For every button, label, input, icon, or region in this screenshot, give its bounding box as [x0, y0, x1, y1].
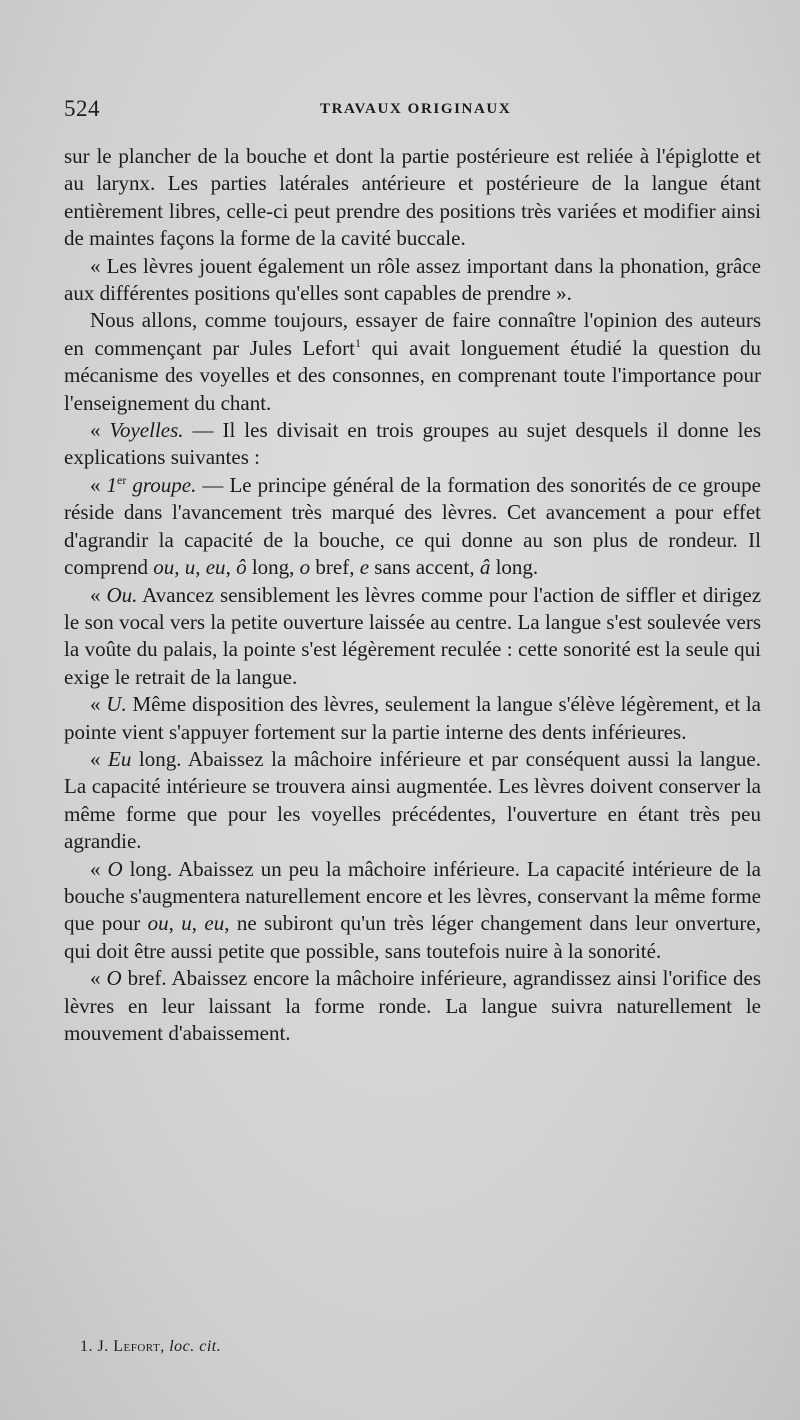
paragraph-text: — Le principe général de la formation des sonorités de ce groupe réside dans l'avancement très marqué des lèvres. Cet avancement a pour effet d'agrandir la capacité de la bouche, ce qui donne au son plus de rondeur. Il comprend — [64, 472, 761, 580]
vowel-term: ô — [236, 555, 247, 580]
vowel-term: u — [184, 555, 196, 580]
vowel-term: eu — [204, 911, 225, 936]
vowel-term: ou — [147, 911, 169, 936]
paragraph-text: « Les lèvres jouent également un rôle assez important dans la phonation, grâce aux différentes positions qu'elles sont capables de prendre ». — [64, 253, 761, 306]
paragraph-text: bref. Abaissez encore la mâchoire inférieure, agrandissez ainsi l'orifice des lèvres en leur laissant la forme ronde. La langue suivra naturellement le mouvement d'abaissement. — [64, 966, 762, 1045]
paragraph-lead: O — [106, 966, 122, 991]
paragraph-text: Avancez sensiblement les lèvres comme pour l'action de siffler et dirigez le son vocal vers la petite ouverture laissée au centre. La langue s'est soulevée vers la voûte du palais, la pointe s'est légèrement reculée : cette sonorité est la seule qui exige le retrait de la langue. — [64, 582, 762, 689]
footnote-initial: J. — [97, 1338, 109, 1355]
paragraph-ou — [64, 582, 761, 692]
separator: , — [225, 555, 237, 580]
vowel-term: â — [479, 555, 491, 580]
paragraph-continuation — [64, 143, 761, 253]
separator: , — [195, 555, 206, 580]
quote-mark: « — [90, 582, 107, 607]
paragraph-lead: Voyelles. — [109, 418, 184, 443]
quote-mark: « — [90, 856, 108, 881]
paragraph-text: Nous allons, comme toujours, essayer de faire connaître l'opinion des auteurs en commençant par Jules Lefort — [64, 308, 761, 360]
vowel-term: u — [181, 911, 192, 936]
separator: sans accent, — [369, 555, 480, 580]
separator: , — [168, 911, 182, 936]
paragraph-text: long. Abaissez la mâchoire inférieure et par conséquent aussi la langue. La capacité intérieure se trouvera ainsi augmentée. Les lèvres doivent conserver la même forme que pour les voyelles précédentes, l'ouverture en étant très peu agrandie. — [64, 746, 762, 854]
paragraph-text: sur le plancher de la bouche et dont la partie postérieure est reliée à l'épiglotte et au larynx. Les parties latérales antérieure et postérieure de la langue étant entièrement libres, celle-ci peut prendre des positions très variées et modifier ainsi de maintes façons la forme de la cavité buccale. — [64, 144, 761, 251]
footnote-ref: 1 — [355, 335, 362, 350]
paragraph-lead: Eu — [108, 746, 132, 771]
paragraph-voyelles — [64, 417, 761, 472]
footnote — [80, 1338, 221, 1356]
separator: , — [191, 911, 205, 936]
paragraph-text: long. Abaissez un peu la mâchoire inférieure. La capacité intérieure de la bouche s'augmentera naturellement encore et les lèvres, conservant la même forme que pour — [64, 856, 762, 936]
quote-mark: « — [90, 692, 107, 717]
running-head: TRAVAUX ORIGINAUX — [320, 101, 512, 117]
separator: , — [160, 1338, 170, 1355]
quote-mark: « — [90, 746, 109, 771]
paragraph-eu-long — [64, 746, 761, 856]
quote-mark: « — [90, 472, 107, 497]
footnote-number: 1. — [80, 1338, 93, 1355]
separator: bref, — [310, 555, 360, 580]
quote-mark: « — [90, 418, 110, 443]
paragraph-lead: groupe. — [126, 472, 197, 497]
paragraph-text: — Il les divisait en trois groupes au sujet desquels il donne les explications suivantes : — [64, 418, 762, 470]
paragraph-o-bref — [64, 965, 761, 1047]
body-text — [64, 143, 761, 1047]
paragraph-lead: Ou. — [106, 582, 138, 607]
separator: long, — [246, 555, 300, 580]
page-number: 524 — [64, 96, 100, 121]
vowel-term: e — [359, 555, 370, 580]
separator: long. — [490, 555, 539, 580]
vowel-term: ou — [153, 555, 175, 580]
vowel-term: o — [299, 555, 311, 580]
paragraph-premier-groupe — [64, 472, 761, 582]
paragraph-text: Même disposition des lèvres, seulement la langue s'élève légèrement, et la pointe vient s'appuyer fortement sur la partie interne des dents inférieures. — [64, 692, 761, 744]
paragraph-lead: 1 — [106, 472, 118, 497]
paragraph-lips-quote — [64, 253, 761, 308]
ordinal-suffix: er — [117, 472, 127, 487]
quote-mark: « — [90, 966, 107, 991]
vowel-term: eu — [205, 555, 226, 580]
paragraph-lefort-intro — [64, 307, 761, 417]
separator: , — [174, 555, 185, 580]
paragraph-text: qui avait longuement étudié la question du mécanisme des voyelles et des consonnes, en comprenant toute l'importance pour l'enseignement du chant. — [64, 335, 762, 415]
paragraph-o-long — [64, 856, 761, 966]
paragraph-lead: U. — [106, 692, 127, 717]
footnote-reference: loc. cit. — [169, 1338, 222, 1355]
paragraph-u — [64, 691, 761, 746]
footnote-author: Lefort — [113, 1338, 161, 1355]
paragraph-lead: O — [107, 856, 123, 881]
paragraph-text: , ne subiront qu'un très léger changement dans leur onverture, qui doit être aussi petite que possible, sans toutefois nuire à la sonorité. — [64, 911, 761, 963]
